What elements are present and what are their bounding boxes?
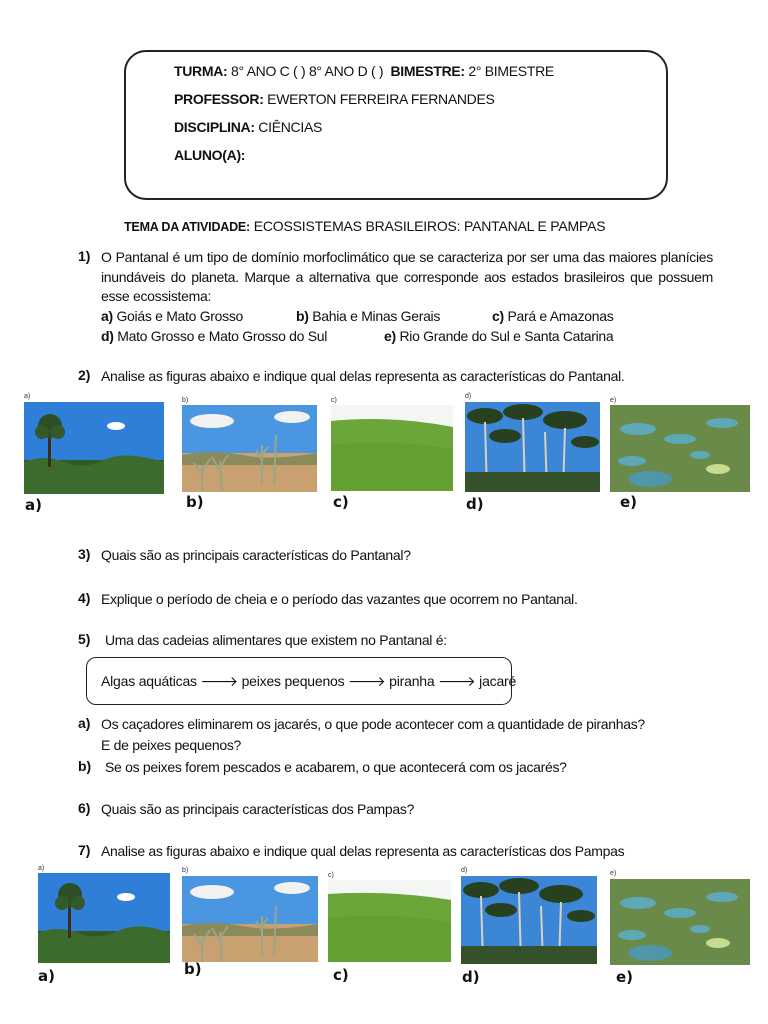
q1-option-e: Rio Grande do Sul e Santa Catarina [399,328,614,344]
food-chain-box [86,657,517,705]
q7-label-c: c) [333,966,349,984]
q1-option-c-letter: c) [492,308,504,324]
q4-text: Explique o período de cheia e o período das vazantes que ocorrem no Pantanal. [101,591,578,607]
q1-option-e-wrap [384,327,613,346]
bimestre-value: 2° BIMESTRE [468,63,554,79]
q6-number: 6) [78,800,91,816]
q1-option-b-wrap [296,307,440,326]
q1-option-b: Bahia e Minas Gerais [312,308,441,324]
turma-label: TURMA: [174,63,228,79]
q7-label-a: a) [38,967,55,985]
q7-photo-d-tag: d) [461,867,468,874]
q1-options-row1 [101,307,243,326]
q2-photo-b-tag: b) [182,397,189,404]
q5-number: 5) [78,631,91,647]
q7-text: Analise as figuras abaixo e indique qual delas representa as características dos Pampas [101,843,625,859]
q2-number: 2) [78,367,91,383]
q2-photo-c-pampas [331,405,453,491]
professor-line [174,91,495,107]
q3-number: 3) [78,546,91,562]
theme-label: TEMA DA ATIVIDADE: [124,220,251,234]
q2-text: Analise as figuras abaixo e indique qual delas representa as características do Pantanal. [101,368,625,384]
q1-option-d: Mato Grosso e Mato Grosso do Sul [117,328,328,344]
q2-label-e: e) [620,493,638,511]
q2-label-a: a) [25,496,42,514]
q7-label-d: d) [462,968,480,986]
q1-number: 1) [78,248,91,264]
q7-label-e: e) [616,968,634,986]
q7-photo-d-araucaria [461,876,597,964]
q2-photo-c-tag: c) [331,397,337,404]
disciplina-value: CIÊNCIAS [258,119,323,135]
theme-value: ECOSSISTEMAS BRASILEIROS: PANTANAL E PAMPAS [253,218,606,234]
q1-option-c: Pará e Amazonas [507,308,614,324]
q7-photo-a-cerrado [38,873,170,963]
turma-line [174,63,554,79]
q7-photo-c-pampas [328,880,451,962]
q2-photo-a-cerrado [24,402,164,494]
q3-text: Quais são as principais características do Pantanal? [101,547,411,563]
q1-option-a: Goiás e Mato Grosso [116,308,244,324]
q2-photo-b-caatinga [182,405,317,492]
q7-photo-a-tag: a) [38,865,45,872]
turma-value: 8° ANO C ( ) 8° ANO D ( ) [231,63,384,79]
q2-photo-d-araucaria [465,402,600,492]
q4-number: 4) [78,590,91,606]
q2-photo-e-pantanal [610,405,750,492]
professor-label: PROFESSOR: [174,91,264,107]
q1-option-d-wrap [101,327,327,346]
q2-label-b: b) [186,493,204,511]
header-box [124,50,668,200]
disciplina-label: DISCIPLINA: [174,119,255,135]
q2-photo-e-tag: e) [610,397,617,404]
q1-option-e-letter: e) [384,328,396,344]
q2-label-c: c) [333,493,349,511]
q6-text: Quais são as principais características dos Pampas? [101,801,415,817]
q5b-letter: b) [78,758,92,774]
q7-photo-e-pantanal [610,879,750,965]
disciplina-line [174,119,322,135]
theme-line [124,218,605,234]
q7-label-b: b) [184,960,202,978]
q7-photo-b-tag: b) [182,867,189,874]
q5a-line2: E de peixes pequenos? [101,737,242,753]
q5a-letter: a) [78,715,91,731]
q1-option-a-letter: a) [101,308,113,324]
q1-option-b-letter: b) [296,308,309,324]
q1-text: O Pantanal é um tipo de domínio morfoclimático que se caracteriza por ser uma das maiores planícies inundáveis do planeta. Marque a alternativa que corresponde aos estados brasileiros que possuem esse ecossistema: [101,249,713,304]
q1-option-d-letter: d) [101,328,114,344]
aluno-line [174,147,245,163]
professor-value: EWERTON FERREIRA FERNANDES [267,91,495,107]
q5-text: Uma das cadeias alimentares que existem no Pantanal é: [105,632,447,648]
q7-photo-e-tag: e) [610,870,617,877]
q7-photo-c-tag: c) [328,872,334,879]
q7-photo-b-caatinga [182,876,318,962]
q2-label-d: d) [466,495,484,513]
bimestre-label: BIMESTRE: [390,63,465,79]
q5b-text: Se os peixes forem pescados e acabarem, o que acontecerá com os jacarés? [105,759,567,775]
q2-photo-d-tag: d) [465,393,472,400]
food-chain-text: Algas aquáticas 🡒 peixes pequenos 🡒 piranha 🡒 jacaré [101,673,517,689]
q1-option-c-wrap [492,307,613,326]
q2-photo-a-tag: a) [24,393,31,400]
aluno-label: ALUNO(A): [174,147,246,163]
q5a-line1: Os caçadores eliminarem os jacarés, o que pode acontecer com a quantidade de piranhas? [101,716,645,732]
q7-number: 7) [78,842,91,858]
